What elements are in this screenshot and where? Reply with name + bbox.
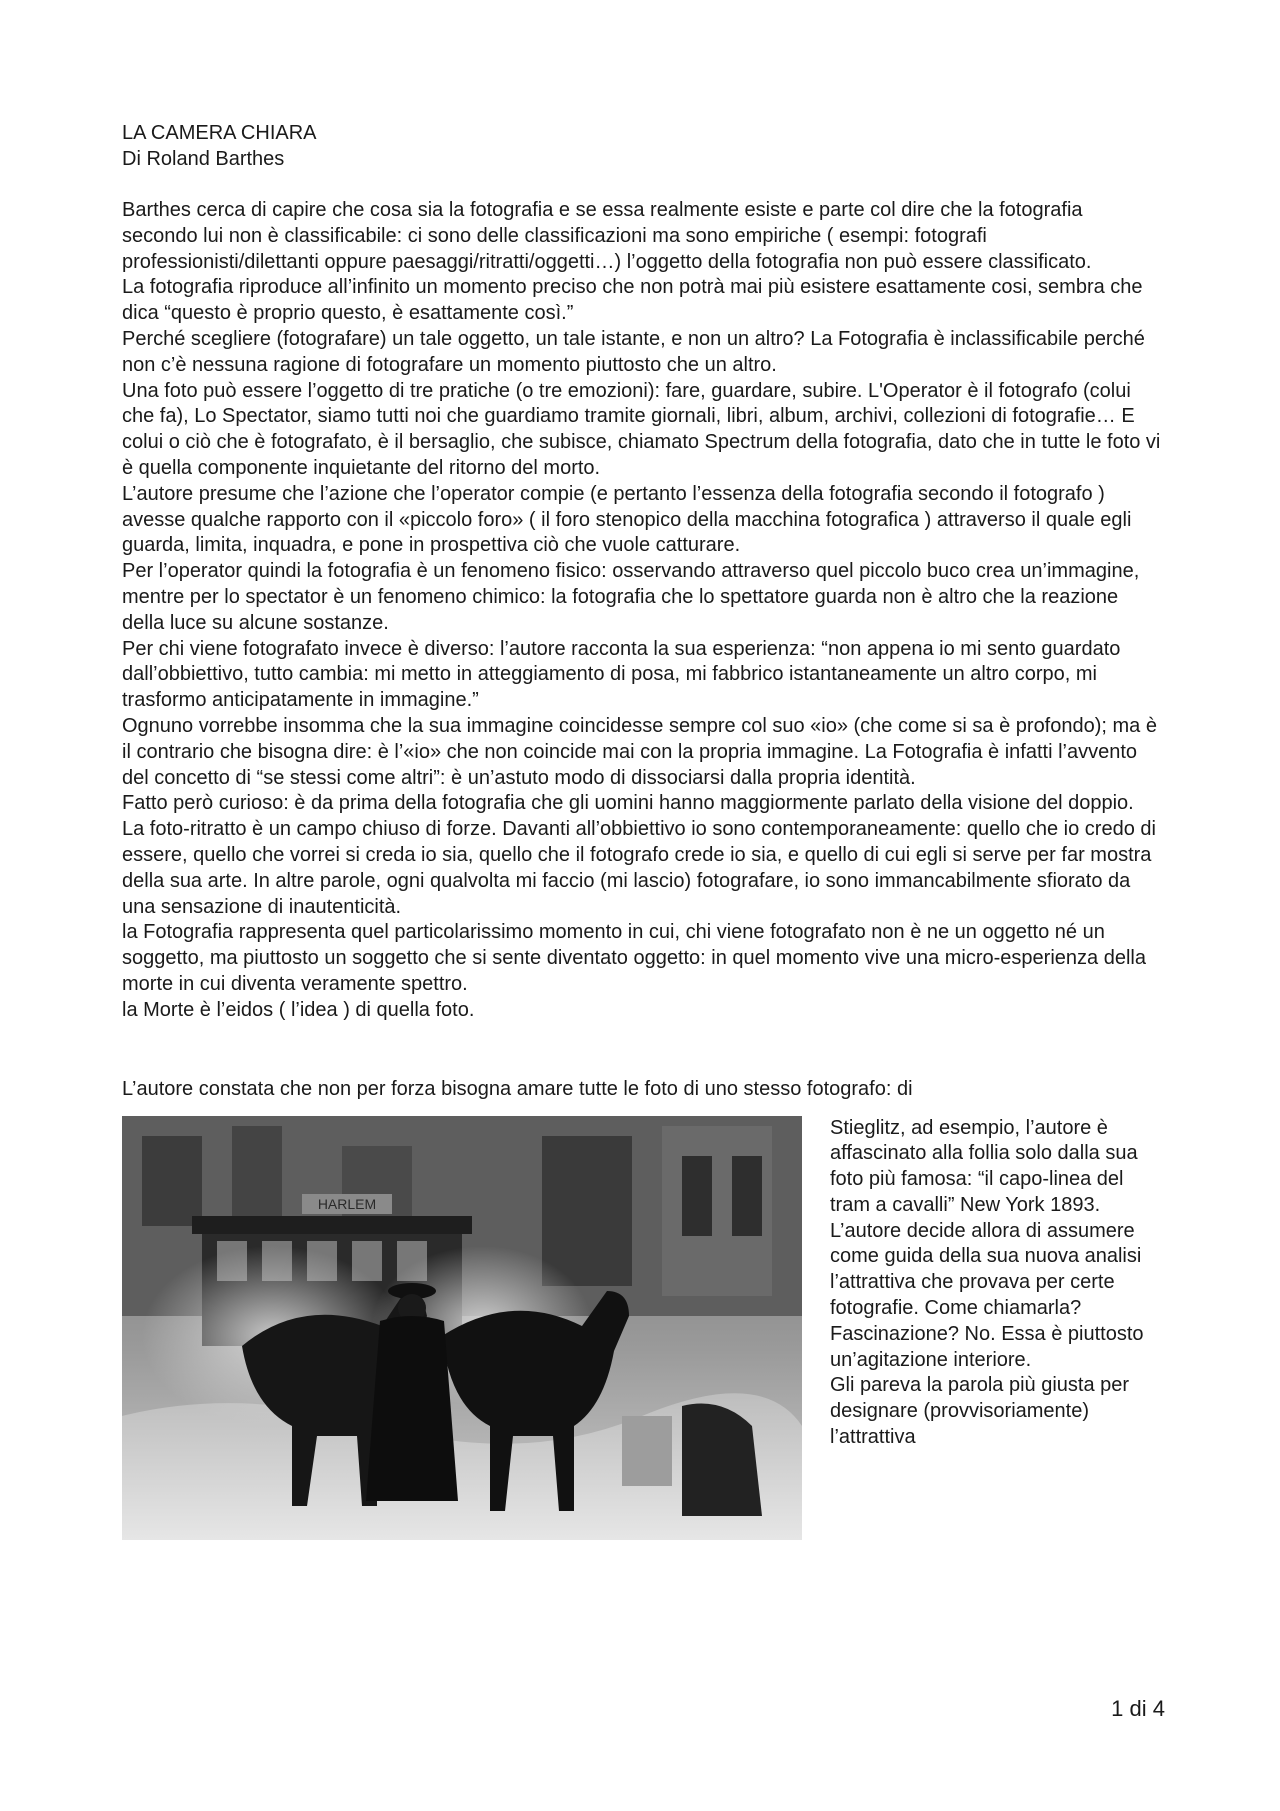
paragraph: Fatto però curioso: è da prima della fotografia che gli uomini hanno maggiormente parlato della visione del doppio. [122, 792, 1134, 815]
paragraph: la Fotografia rappresenta quel particolarissimo momento in cui, chi viene fotografato non è ne un oggetto né un soggetto, ma piuttosto un soggetto che si sente diventato oggetto: in quel momento vive una micro-esperienza della morte in cui diventa veramente spettro. [122, 921, 1146, 995]
body-text [122, 198, 1162, 1024]
document-page [122, 120, 1162, 1540]
side-paragraph: Stieglitz, ad esempio, l’autore è affascinato alla follia solo dalla sua foto più famosa: “il capo-linea del tram a cavalli” New York 1893. [830, 1116, 1138, 1216]
document-author: Di Roland Barthes [122, 148, 285, 170]
paragraph: la Morte è l’eidos ( l’idea ) di quella foto. [122, 998, 475, 1021]
stieglitz-photo [122, 1116, 802, 1540]
spacer [122, 1024, 1162, 1076]
paragraph: Barthes cerca di capire che cosa sia la fotografia e se essa realmente esiste e parte col dire che la fotografia secondo lui non è classificabile: ci sono delle classificazioni ma sono empiriche ( esempi: fotografi professionisti/dilettanti oppure paesaggi/ritratti/oggetti…) l’oggetto della fotografia non può essere classificato. [122, 199, 1092, 273]
paragraph: Per l’operator quindi la fotografia è un fenomeno fisico: osservando attraverso quel piccolo buco crea un’immagine, mentre per lo spectator è un fenomeno chimico: la fotografia che lo spettatore guarda non è altro che la reazione della luce su alcune sostanze. [122, 560, 1140, 634]
paragraph: Perché scegliere (fotografare) un tale oggetto, un tale istante, e non un altro? La Fotografia è inclassificabile perché non c’è nessuna ragione di fotografare un momento piuttosto che un altro. [122, 327, 1145, 376]
paragraph: Una foto può essere l’oggetto di tre pratiche (o tre emozioni): fare, guardare, subire. L'Operator è il fotografo (colui che fa), Lo Spectator, siamo tutti noi che guardiamo tramite giornali, libri, album, archivi, collezioni di fotografie… E colui o ciò che è fotografato, è il bersaglio, che subisce, chiamato Spectrum della fotografia, dato che in tutte le foto vi è quella componente inquietante del ritorno del morto. [122, 379, 1161, 479]
paragraph: L’autore presume che l’azione che l’operator compie (e pertanto l’essenza della fotografia secondo il fotografo ) avesse qualche rapporto con il «piccolo foro» ( il foro stenopico della macchina fotografica ) attraverso il quale egli guarda, limita, inquadra, e pone in prospettiva ciò che vuole catturare. [122, 482, 1132, 557]
side-column [830, 1116, 1162, 1451]
photo-row [122, 1116, 1162, 1540]
photo-sign-text: HARLEM [317, 1195, 377, 1212]
paragraph: La foto-ritratto è un campo chiuso di forze. Davanti all’obbiettivo io sono contemporaneamente: quello che io credo di essere, quello che vorrei si creda io sia, quello che il fotografo crede io sia, e quello di cui egli si serve per far mostra della sua arte. In altre parole, ogni qualvolta mi faccio (mi lascio) fotografare, io sono immancabilmente sfiorato da una sensazione di inautenticità. [122, 818, 1156, 918]
paragraph: Per chi viene fotografato invece è diverso: l’autore racconta la sua esperienza: “non appena io mi sento guardato dall’obbiettivo, tutto cambia: mi metto in atteggiamento di posa, mi fabbrico istantaneamente un altro corpo, mi trasformo anticipatamente in immagine.” [122, 637, 1121, 712]
paragraph: Ognuno vorrebbe insomma che la sua immagine coincidesse sempre col suo «io» (che come si sa è profondo); ma è il contrario che bisogna dire: è l’«io» che non coincide mai con la propria immagine. La Fotografia è infatti l’avvento del concetto di “se stessi come altri”: è un’astuto modo di dissociarsi dalla propria identità. [122, 714, 1157, 789]
side-paragraph: L’autore decide allora di assumere come guida della sua nuova analisi l’attrattiva che provava per certe fotografie. Come chiamarla? Fascinazione? No. Essa è piuttosto un’agitazione interiore. [830, 1219, 1144, 1371]
page-number: 1 di 4 [1111, 1696, 1165, 1721]
side-paragraph: Gli pareva la parola più giusta per designare (provvisoriamente) l’attrattiva [830, 1374, 1130, 1449]
document-title: LA CAMERA CHIARA [122, 122, 317, 144]
lead-paragraph: L’autore constata che non per forza bisogna amare tutte le foto di uno stesso fotografo: di [122, 1077, 913, 1100]
paragraph: La fotografia riproduce all’infinito un momento preciso che non potrà mai più esistere esattamente cosi, sembra che dica “questo è proprio questo, è esattamente così.” [122, 276, 1143, 325]
